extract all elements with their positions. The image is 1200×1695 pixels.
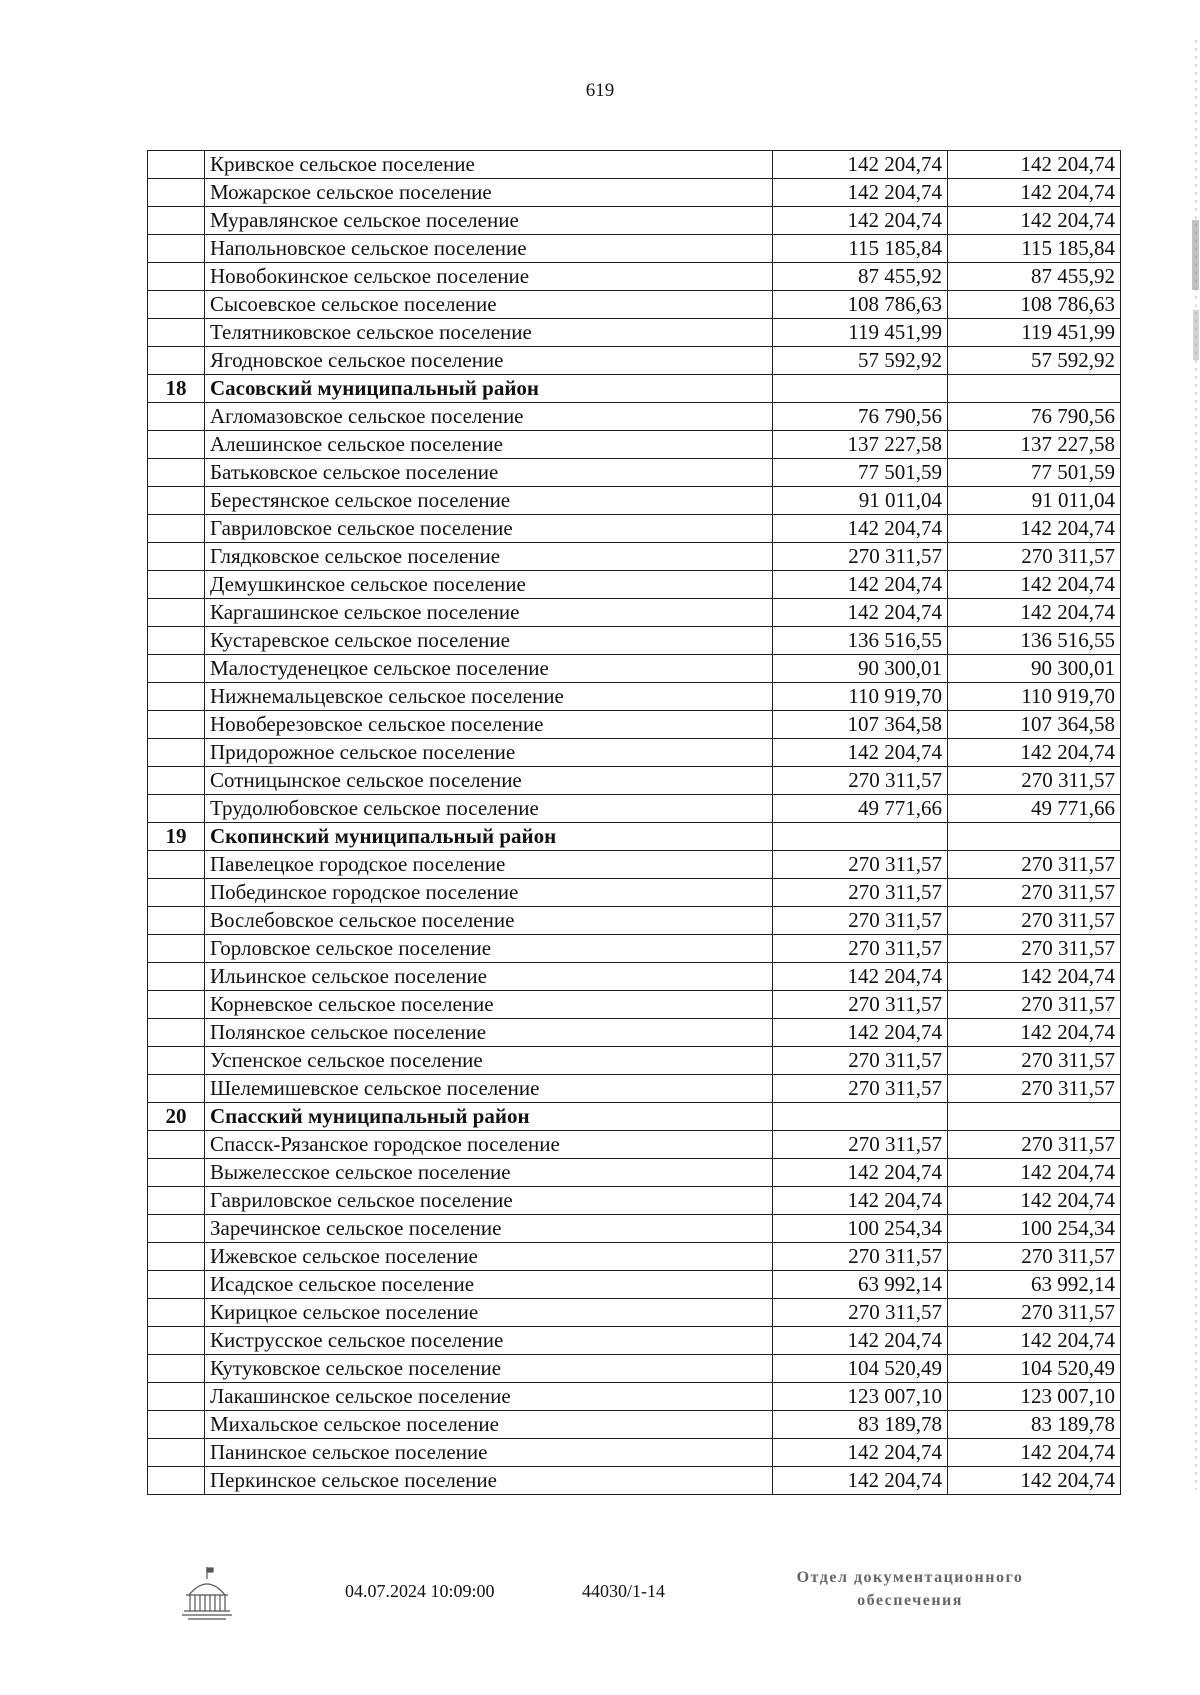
row-number-cell <box>148 1299 205 1327</box>
table-row <box>148 1439 1121 1467</box>
footer-timestamp: 04.07.2024 10:09:00 <box>345 1581 495 1601</box>
amount-cell-2: 87 455,92 <box>948 263 1121 291</box>
row-number-cell <box>148 879 205 907</box>
row-number-cell <box>148 319 205 347</box>
settlement-name-cell: Ильинское сельское поселение <box>205 963 773 991</box>
settlement-name-cell: Скопинский муниципальный район <box>205 823 773 851</box>
amount-cell-2: 142 204,74 <box>948 207 1121 235</box>
amount-cell-1: 142 204,74 <box>773 1327 948 1355</box>
allocation-table <box>147 150 1121 1495</box>
row-number-cell <box>148 1383 205 1411</box>
settlement-name-cell: Придорожное сельское поселение <box>205 739 773 767</box>
settlement-name-cell: Шелемишевское сельское поселение <box>205 1075 773 1103</box>
amount-cell-1: 270 311,57 <box>773 1075 948 1103</box>
amount-cell-2: 270 311,57 <box>948 1075 1121 1103</box>
amount-cell-1 <box>773 823 948 851</box>
settlement-name-cell: Кривское сельское поселение <box>205 151 773 179</box>
amount-cell-2: 270 311,57 <box>948 851 1121 879</box>
table-row <box>148 795 1121 823</box>
settlement-name-cell: Трудолюбовское сельское поселение <box>205 795 773 823</box>
amount-cell-2: 142 204,74 <box>948 1019 1121 1047</box>
row-number-cell <box>148 907 205 935</box>
settlement-name-cell: Михальское сельское поселение <box>205 1411 773 1439</box>
amount-cell-1: 142 204,74 <box>773 207 948 235</box>
stamp-line-1: Отдел документационного <box>796 1569 1024 1586</box>
amount-cell-2: 270 311,57 <box>948 991 1121 1019</box>
amount-cell-1: 57 592,92 <box>773 347 948 375</box>
amount-cell-2: 91 011,04 <box>948 487 1121 515</box>
settlement-name-cell: Заречинское сельское поселение <box>205 1215 773 1243</box>
row-number-cell <box>148 991 205 1019</box>
amount-cell-1: 270 311,57 <box>773 767 948 795</box>
amount-cell-1: 142 204,74 <box>773 599 948 627</box>
amount-cell-1: 270 311,57 <box>773 935 948 963</box>
amount-cell-1: 270 311,57 <box>773 851 948 879</box>
row-number-cell <box>148 963 205 991</box>
table-row <box>148 515 1121 543</box>
row-number-cell <box>148 1271 205 1299</box>
row-number-cell <box>148 263 205 291</box>
amount-cell-2: 270 311,57 <box>948 935 1121 963</box>
settlement-name-cell: Спасский муниципальный район <box>205 1103 773 1131</box>
amount-cell-2: 107 364,58 <box>948 711 1121 739</box>
table-row-district <box>148 375 1121 403</box>
settlement-name-cell: Кустаревское сельское поселение <box>205 627 773 655</box>
table-row <box>148 319 1121 347</box>
settlement-name-cell: Киструсское сельское поселение <box>205 1327 773 1355</box>
amount-cell-2: 142 204,74 <box>948 571 1121 599</box>
row-number-cell <box>148 543 205 571</box>
row-number-cell: 19 <box>148 823 205 851</box>
amount-cell-1: 270 311,57 <box>773 1047 948 1075</box>
settlement-name-cell: Кирицкое сельское поселение <box>205 1299 773 1327</box>
row-number-cell <box>148 347 205 375</box>
amount-cell-1: 142 204,74 <box>773 1439 948 1467</box>
amount-cell-1: 110 919,70 <box>773 683 948 711</box>
amount-cell-1: 104 520,49 <box>773 1355 948 1383</box>
stamp-line-2: обеспечения <box>857 1592 963 1609</box>
row-number-cell <box>148 1047 205 1075</box>
settlement-name-cell: Телятниковское сельское поселение <box>205 319 773 347</box>
table-row <box>148 1075 1121 1103</box>
settlement-name-cell: Новоберезовское сельское поселение <box>205 711 773 739</box>
amount-cell-2: 142 204,74 <box>948 515 1121 543</box>
amount-cell-1: 270 311,57 <box>773 543 948 571</box>
amount-cell-2: 136 516,55 <box>948 627 1121 655</box>
settlement-name-cell: Спасск-Рязанское городское поселение <box>205 1131 773 1159</box>
settlement-name-cell: Муравлянское сельское поселение <box>205 207 773 235</box>
table-row <box>148 1327 1121 1355</box>
table-row <box>148 1299 1121 1327</box>
table-row <box>148 1243 1121 1271</box>
row-number-cell <box>148 655 205 683</box>
amount-cell-1: 107 364,58 <box>773 711 948 739</box>
scan-edge-artifact <box>1190 40 1200 1490</box>
amount-cell-2: 270 311,57 <box>948 767 1121 795</box>
table-row <box>148 1467 1121 1495</box>
amount-cell-2: 83 189,78 <box>948 1411 1121 1439</box>
amount-cell-2: 270 311,57 <box>948 1131 1121 1159</box>
row-number-cell <box>148 1187 205 1215</box>
table-row <box>148 235 1121 263</box>
row-number-cell: 20 <box>148 1103 205 1131</box>
row-number-cell <box>148 487 205 515</box>
table-row <box>148 403 1121 431</box>
table-row <box>148 543 1121 571</box>
amount-cell-2: 90 300,01 <box>948 655 1121 683</box>
table-row <box>148 571 1121 599</box>
amount-cell-1: 100 254,34 <box>773 1215 948 1243</box>
table-row <box>148 739 1121 767</box>
settlement-name-cell: Демушкинское сельское поселение <box>205 571 773 599</box>
table-row <box>148 151 1121 179</box>
amount-cell-1: 83 189,78 <box>773 1411 948 1439</box>
amount-cell-2: 108 786,63 <box>948 291 1121 319</box>
amount-cell-1: 115 185,84 <box>773 235 948 263</box>
amount-cell-1: 63 992,14 <box>773 1271 948 1299</box>
table-row <box>148 935 1121 963</box>
amount-cell-2: 100 254,34 <box>948 1215 1121 1243</box>
table-row <box>148 1215 1121 1243</box>
row-number-cell <box>148 571 205 599</box>
amount-cell-2: 49 771,66 <box>948 795 1121 823</box>
amount-cell-1 <box>773 375 948 403</box>
amount-cell-1: 270 311,57 <box>773 1131 948 1159</box>
amount-cell-1: 119 451,99 <box>773 319 948 347</box>
table-row <box>148 907 1121 935</box>
amount-cell-1: 270 311,57 <box>773 879 948 907</box>
row-number-cell <box>148 599 205 627</box>
table-row <box>148 599 1121 627</box>
settlement-name-cell: Выжелесское сельское поселение <box>205 1159 773 1187</box>
row-number-cell <box>148 1243 205 1271</box>
amount-cell-2: 270 311,57 <box>948 543 1121 571</box>
amount-cell-1: 76 790,56 <box>773 403 948 431</box>
row-number-cell <box>148 711 205 739</box>
amount-cell-1: 142 204,74 <box>773 963 948 991</box>
amount-cell-1: 142 204,74 <box>773 571 948 599</box>
amount-cell-1: 142 204,74 <box>773 1467 948 1495</box>
table-row <box>148 1047 1121 1075</box>
table-row <box>148 1187 1121 1215</box>
amount-cell-1: 91 011,04 <box>773 487 948 515</box>
settlement-name-cell: Лакашинское сельское поселение <box>205 1383 773 1411</box>
amount-cell-1: 142 204,74 <box>773 515 948 543</box>
settlement-name-cell: Нижнемальцевское сельское поселение <box>205 683 773 711</box>
settlement-name-cell: Агломазовское сельское поселение <box>205 403 773 431</box>
table-row <box>148 431 1121 459</box>
amount-cell-1: 142 204,74 <box>773 1159 948 1187</box>
amount-cell-2: 77 501,59 <box>948 459 1121 487</box>
amount-cell-1: 77 501,59 <box>773 459 948 487</box>
table-row-district <box>148 1103 1121 1131</box>
row-number-cell <box>148 179 205 207</box>
amount-cell-1: 49 771,66 <box>773 795 948 823</box>
settlement-name-cell: Панинское сельское поселение <box>205 1439 773 1467</box>
amount-cell-2: 142 204,74 <box>948 963 1121 991</box>
amount-cell-2: 142 204,74 <box>948 1159 1121 1187</box>
settlement-name-cell: Напольновское сельское поселение <box>205 235 773 263</box>
amount-cell-1: 142 204,74 <box>773 179 948 207</box>
amount-cell-2: 63 992,14 <box>948 1271 1121 1299</box>
table-row <box>148 1131 1121 1159</box>
amount-cell-2: 270 311,57 <box>948 907 1121 935</box>
row-number-cell <box>148 1131 205 1159</box>
settlement-name-cell: Сысоевское сельское поселение <box>205 291 773 319</box>
row-number-cell <box>148 1411 205 1439</box>
row-number-cell <box>148 935 205 963</box>
settlement-name-cell: Гавриловское сельское поселение <box>205 1187 773 1215</box>
table-row-district <box>148 823 1121 851</box>
settlement-name-cell: Батьковское сельское поселение <box>205 459 773 487</box>
row-number-cell <box>148 431 205 459</box>
amount-cell-2: 119 451,99 <box>948 319 1121 347</box>
settlement-name-cell: Гавриловское сельское поселение <box>205 515 773 543</box>
table-row <box>148 851 1121 879</box>
settlement-name-cell: Успенское сельское поселение <box>205 1047 773 1075</box>
row-number-cell <box>148 515 205 543</box>
amount-cell-2: 137 227,58 <box>948 431 1121 459</box>
amount-cell-2: 270 311,57 <box>948 1047 1121 1075</box>
settlement-name-cell: Глядковское сельское поселение <box>205 543 773 571</box>
settlement-name-cell: Вослебовское сельское поселение <box>205 907 773 935</box>
settlement-name-cell: Сотницынское сельское поселение <box>205 767 773 795</box>
row-number-cell <box>148 851 205 879</box>
settlement-name-cell: Берестянское сельское поселение <box>205 487 773 515</box>
row-number-cell <box>148 1019 205 1047</box>
table-row <box>148 1159 1121 1187</box>
amount-cell-1: 142 204,74 <box>773 151 948 179</box>
table-row <box>148 1019 1121 1047</box>
table-row <box>148 627 1121 655</box>
table-row <box>148 991 1121 1019</box>
amount-cell-2: 142 204,74 <box>948 179 1121 207</box>
row-number-cell <box>148 683 205 711</box>
amount-cell-2: 142 204,74 <box>948 599 1121 627</box>
row-number-cell <box>148 291 205 319</box>
amount-cell-1: 270 311,57 <box>773 907 948 935</box>
amount-cell-1: 142 204,74 <box>773 1019 948 1047</box>
row-number-cell <box>148 1439 205 1467</box>
amount-cell-2: 76 790,56 <box>948 403 1121 431</box>
amount-cell-1: 90 300,01 <box>773 655 948 683</box>
table-row <box>148 683 1121 711</box>
amount-cell-1: 270 311,57 <box>773 1243 948 1271</box>
table-row <box>148 1383 1121 1411</box>
table-row <box>148 263 1121 291</box>
settlement-name-cell: Корневское сельское поселение <box>205 991 773 1019</box>
settlement-name-cell: Ягодновское сельское поселение <box>205 347 773 375</box>
settlement-name-cell: Павелецкое городское поселение <box>205 851 773 879</box>
amount-cell-1: 142 204,74 <box>773 1187 948 1215</box>
settlement-name-cell: Алешинское сельское поселение <box>205 431 773 459</box>
row-number-cell <box>148 1355 205 1383</box>
row-number-cell <box>148 627 205 655</box>
amount-cell-1: 136 516,55 <box>773 627 948 655</box>
settlement-name-cell: Сасовский муниципальный район <box>205 375 773 403</box>
amount-cell-2: 142 204,74 <box>948 151 1121 179</box>
settlement-name-cell: Побединское городское поселение <box>205 879 773 907</box>
duma-building-logo-icon <box>180 1565 234 1625</box>
table-row <box>148 207 1121 235</box>
settlement-name-cell: Исадское сельское поселение <box>205 1271 773 1299</box>
amount-cell-1: 142 204,74 <box>773 739 948 767</box>
row-number-cell <box>148 151 205 179</box>
table-row <box>148 347 1121 375</box>
amount-cell-2 <box>948 1103 1121 1131</box>
settlement-name-cell: Горловское сельское поселение <box>205 935 773 963</box>
amount-cell-2: 104 520,49 <box>948 1355 1121 1383</box>
table-row <box>148 879 1121 907</box>
amount-cell-1 <box>773 1103 948 1131</box>
department-stamp <box>760 1566 1060 1612</box>
amount-cell-2 <box>948 823 1121 851</box>
amount-cell-2: 110 919,70 <box>948 683 1121 711</box>
table-row <box>148 963 1121 991</box>
amount-cell-2: 270 311,57 <box>948 1243 1121 1271</box>
table-row <box>148 1411 1121 1439</box>
table-row <box>148 1271 1121 1299</box>
amount-cell-2: 115 185,84 <box>948 235 1121 263</box>
row-number-cell <box>148 207 205 235</box>
amount-cell-2: 142 204,74 <box>948 1467 1121 1495</box>
amount-cell-1: 137 227,58 <box>773 431 948 459</box>
row-number-cell <box>148 235 205 263</box>
amount-cell-2: 142 204,74 <box>948 1327 1121 1355</box>
table-body <box>148 151 1121 1495</box>
amount-cell-2 <box>948 375 1121 403</box>
row-number-cell <box>148 1327 205 1355</box>
settlement-name-cell: Новобокинское сельское поселение <box>205 263 773 291</box>
row-number-cell: 18 <box>148 375 205 403</box>
settlement-name-cell: Каргашинское сельское поселение <box>205 599 773 627</box>
page-number: 619 <box>585 80 615 101</box>
amount-cell-1: 270 311,57 <box>773 1299 948 1327</box>
amount-cell-1: 270 311,57 <box>773 991 948 1019</box>
table-row <box>148 655 1121 683</box>
table-row <box>148 291 1121 319</box>
row-number-cell <box>148 1215 205 1243</box>
row-number-cell <box>148 459 205 487</box>
settlement-name-cell: Полянское сельское поселение <box>205 1019 773 1047</box>
amount-cell-2: 142 204,74 <box>948 1187 1121 1215</box>
amount-cell-1: 123 007,10 <box>773 1383 948 1411</box>
table-row <box>148 487 1121 515</box>
settlement-name-cell: Перкинское сельское поселение <box>205 1467 773 1495</box>
footer-registration-number: 44030/1-14 <box>582 1581 665 1601</box>
amount-cell-2: 270 311,57 <box>948 879 1121 907</box>
row-number-cell <box>148 403 205 431</box>
amount-cell-2: 270 311,57 <box>948 1299 1121 1327</box>
row-number-cell <box>148 739 205 767</box>
row-number-cell <box>148 1467 205 1495</box>
row-number-cell <box>148 767 205 795</box>
row-number-cell <box>148 1159 205 1187</box>
amount-cell-2: 142 204,74 <box>948 739 1121 767</box>
settlement-name-cell: Малостуденецкое сельское поселение <box>205 655 773 683</box>
table-row <box>148 179 1121 207</box>
amount-cell-2: 142 204,74 <box>948 1439 1121 1467</box>
amount-cell-1: 87 455,92 <box>773 263 948 291</box>
table-row <box>148 767 1121 795</box>
table-row <box>148 1355 1121 1383</box>
table-row <box>148 711 1121 739</box>
settlement-name-cell: Кутуковское сельское поселение <box>205 1355 773 1383</box>
settlement-name-cell: Ижевское сельское поселение <box>205 1243 773 1271</box>
amount-cell-1: 108 786,63 <box>773 291 948 319</box>
settlement-name-cell: Можарское сельское поселение <box>205 179 773 207</box>
row-number-cell <box>148 795 205 823</box>
amount-cell-2: 123 007,10 <box>948 1383 1121 1411</box>
table-row <box>148 459 1121 487</box>
row-number-cell <box>148 1075 205 1103</box>
amount-cell-2: 57 592,92 <box>948 347 1121 375</box>
